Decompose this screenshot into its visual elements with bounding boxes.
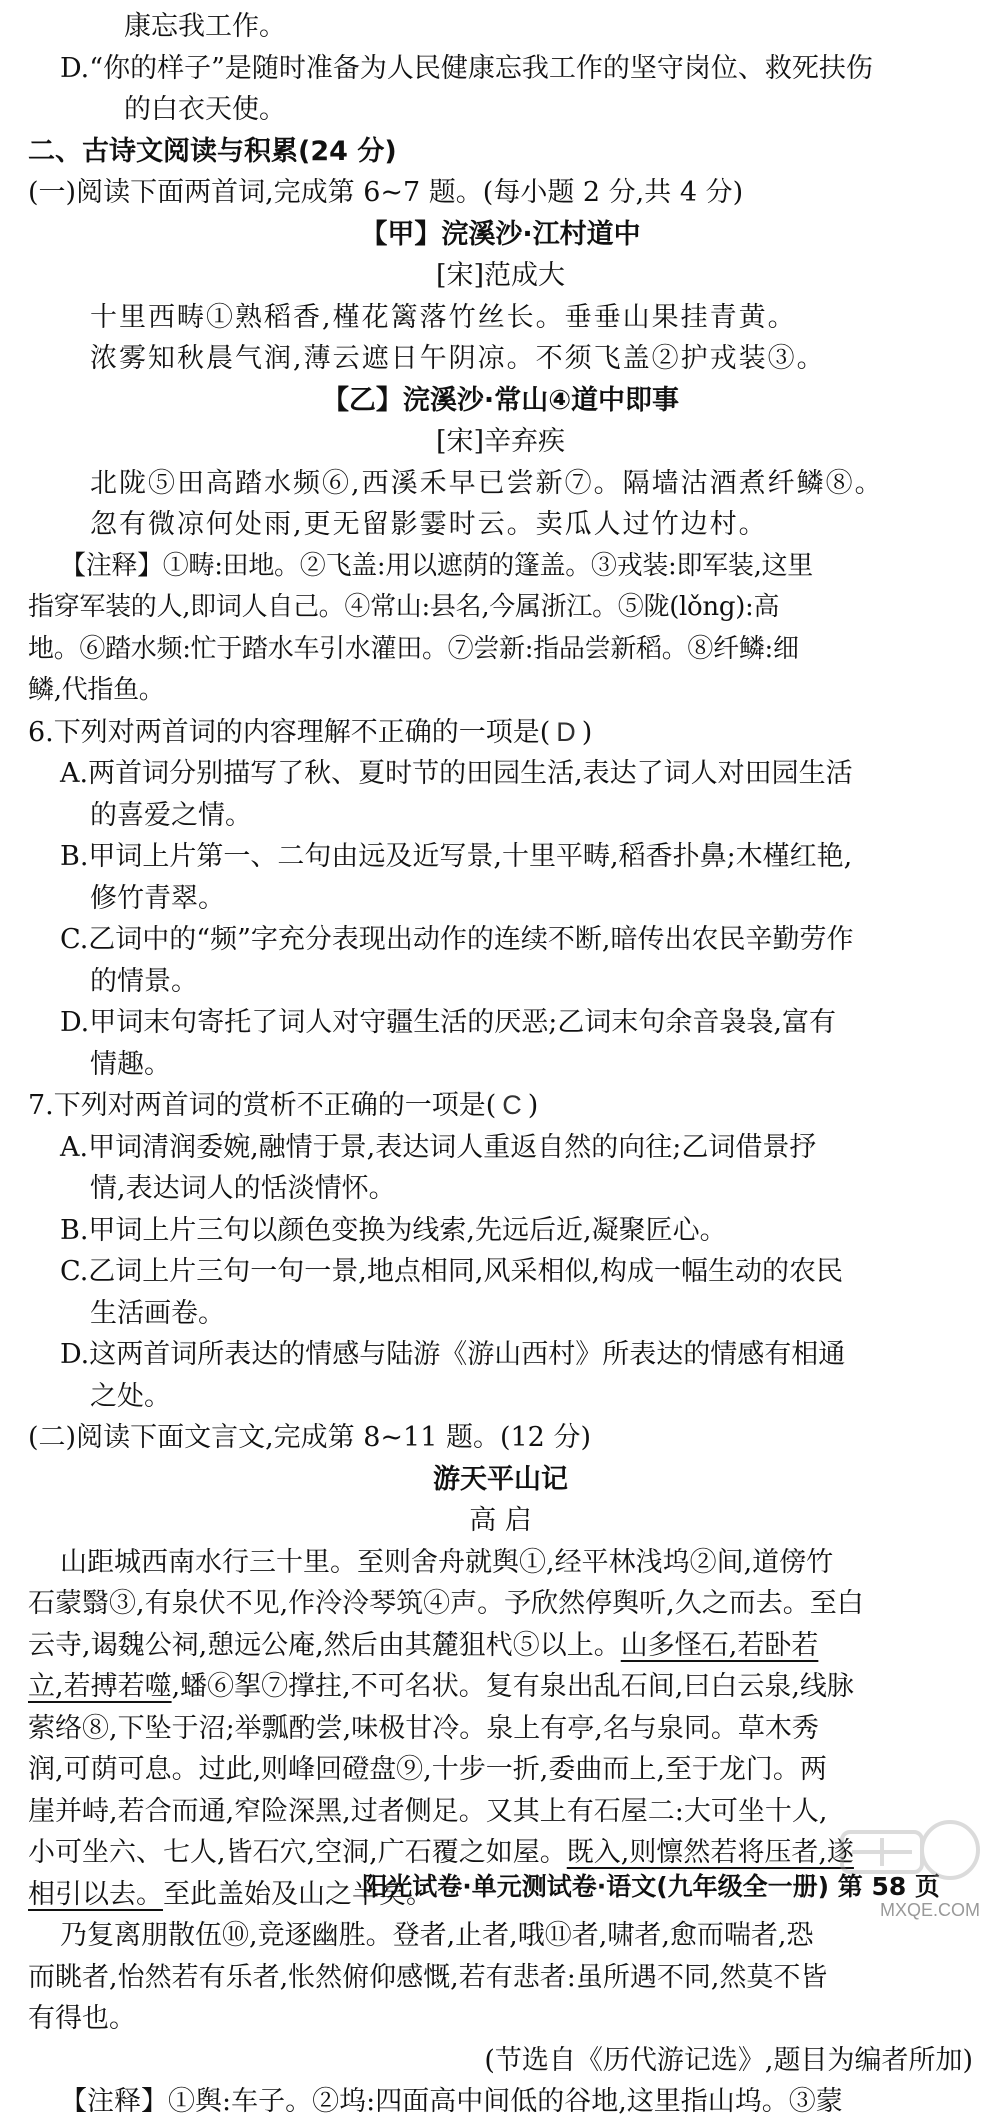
q7-option-c: C.乙词上片三句一句一景,地点相同,风采相似,构成一幅生动的农民 [60,1256,844,1287]
q7-option-d: D.这两首词所表达的情感与陆游《游山西村》所表达的情感有相通 [60,1339,846,1370]
q6-option-a: A.两首词分别描写了秋、夏时节的田园生活,表达了词人对田园生活 [60,758,853,789]
q7-option-a-cont: 情,表达词人的恬淡情怀。 [90,1173,396,1204]
notes-line: 指穿军装的人,即词人自己。④常山:县名,今属浙江。⑤陇(lǒng):高 [28,592,780,622]
poem2-title: 【乙】浣溪沙·常山④道中即事 [321,384,680,416]
prose-source: (节选自《历代游记选》,题目为编者所加) [484,2044,973,2076]
underlined-sentence: 相引以去。 [28,1878,163,1910]
q6-option-c-cont: 的情景。 [90,965,198,997]
prose-text: ,蟠⑥挐⑦撑拄,不可名状。复有泉出乱石间,曰白云泉,线脉 [171,1671,854,1702]
prose-text: 云寺,谒魏公祠,憩远公庵,然后由其麓狙杙⑤以上。 [28,1629,621,1661]
notes-line: 【注释】①舆:车子。②坞:四面高中间低的谷地,这里指山坞。③蒙 [60,2086,843,2117]
notes-line: 鳞,代指鱼。 [28,675,165,705]
poem2-line2: 忽有微凉何处雨,更无留影霎时云。卖瓜人过竹边村。 [90,509,768,540]
q7-option-b: B.甲词上片三句以颜色变换为线索,先远后近,凝聚匠心。 [60,1214,727,1246]
underlined-sentence: 立,若搏若噬 [28,1671,172,1702]
prose-line: 山距城西南水行三十里。至则舍舟就舆①,经平林浅坞②间,道傍竹 [60,1546,834,1578]
underlined-sentence: 既入,则懔然若将压者,遂 [566,1837,854,1868]
poem1-line2: 浓雾知秋晨气润,薄云遮日午阴凉。不须飞盖②护戎装③。 [90,343,826,374]
q7-option-d-cont: 之处。 [90,1380,171,1412]
question-7 [28,1085,973,1127]
question-7-close: ) [527,1090,539,1121]
q6-option-a-cont: 的喜爱之情。 [90,799,252,831]
prose-line: 润,可荫可息。过此,则峰回磴盘⑨,十步一折,委曲而上,至于龙门。两 [28,1754,827,1785]
text-line: 康忘我工作。 [124,11,286,42]
prose-line: 石蒙翳③,有泉伏不见,作泠泠琴筑④声。予欣然停舆听,久之而去。至白 [28,1588,864,1619]
question-6 [28,712,973,754]
q6-option-c: C.乙词中的“频”字充分表现出动作的连续不断,暗传出农民辛勤劳作 [60,924,854,955]
poem2-line1: 北陇⑤田高踏水频⑥,西溪禾早已尝新⑦。隔墙沽酒煮纤鳞⑧。 [90,467,884,499]
q6-option-b: B.甲词上片第一、二句由远及近写景,十里平畴,稻香扑鼻;木槿红艳, [60,841,853,872]
prose-line: 萦络⑧,下坠于沼;举瓢酌尝,味极甘冷。泉上有亭,名与泉同。草木秀 [28,1712,819,1744]
notes-line: 地。⑥踏水频:忙于踏水车引水灌田。⑦尝新:指品尝新稻。⑧纤鳞:细 [28,633,799,664]
prose-text: 至此盖始及山之半矣。 [163,1878,433,1910]
poem1-line1: 十里西畴①熟稻香,槿花篱落竹丝长。垂垂山果挂青黄。 [90,301,797,333]
question-7-answer: C [502,1090,522,1120]
option-d-prev: D.“你的样子”是随时准备为人民健康忘我工作的坚守岗位、救死扶伤 [60,52,873,84]
prose-author: 高 启 [469,1505,532,1536]
q7-option-c-cont: 生活画卷。 [90,1297,225,1329]
notes-line: 【注释】①畴:田地。②飞盖:用以遮荫的篷盖。③戎装:即军装,这里 [60,550,813,581]
underlined-sentence: 山多怪石,若卧若 [620,1629,819,1661]
prose-text: 小可坐六、七人,皆石穴,空洞,广石覆之如屋。 [28,1837,567,1868]
prose-line [28,1625,973,1667]
question-6-answer: D [556,716,576,747]
question-6-stem: 6.下列对两首词的内容理解不正确的一项是( [28,716,551,748]
poem1-author: [宋]范成大 [435,260,566,291]
prose-line: 有得也。 [28,2003,136,2034]
prose-line: 而眺者,怡然若有乐者,怅然俯仰感慨,若有悲者:虽所遇不同,然莫不皆 [28,1961,828,1993]
document-page [28,6,973,2123]
prose-line: 崖并峙,若合而通,窄险深黑,过者侧足。又其上有石屋二:大可坐十人, [28,1795,828,1827]
section-heading: 二、古诗文阅读与积累(24 分) [28,135,397,167]
prose-line [28,1666,973,1708]
question-7-stem: 7.下列对两首词的赏析不正确的一项是( [28,1090,497,1121]
q6-option-d: D.甲词末句寄托了词人对守疆生活的厌恶;乙词末句余音袅袅,富有 [60,1007,836,1038]
watermark-site: MXQE.COM [879,1900,980,1920]
q7-option-a: A.甲词清润委婉,融情于景,表达词人重返自然的向往;乙词借景抒 [60,1131,817,1163]
question-6-close: ) [581,716,593,748]
poem2-author: [宋]辛弃疾 [435,426,566,457]
part-heading: (二)阅读下面文言文,完成第 8~11 题。(12 分) [28,1422,591,1453]
prose-line: 乃复离朋散伍⑩,竞逐幽胜。登者,止者,哦⑪者,啸者,愈而喘者,恐 [60,1920,814,1951]
prose-title: 游天平山记 [433,1463,568,1495]
poem1-title: 【甲】浣溪沙·江村道中 [360,218,641,250]
text-line: 的白衣天使。 [124,94,286,125]
q6-option-d-cont: 情趣。 [90,1048,171,1080]
q6-option-b-cont: 修竹青翠。 [90,882,225,914]
page-footer: 阳光试卷·单元测试卷·语文(九年级全一册) 第 58 页 [362,1872,940,1901]
part-heading: (一)阅读下面两首词,完成第 6~7 题。(每小题 2 分,共 4 分) [28,177,744,208]
